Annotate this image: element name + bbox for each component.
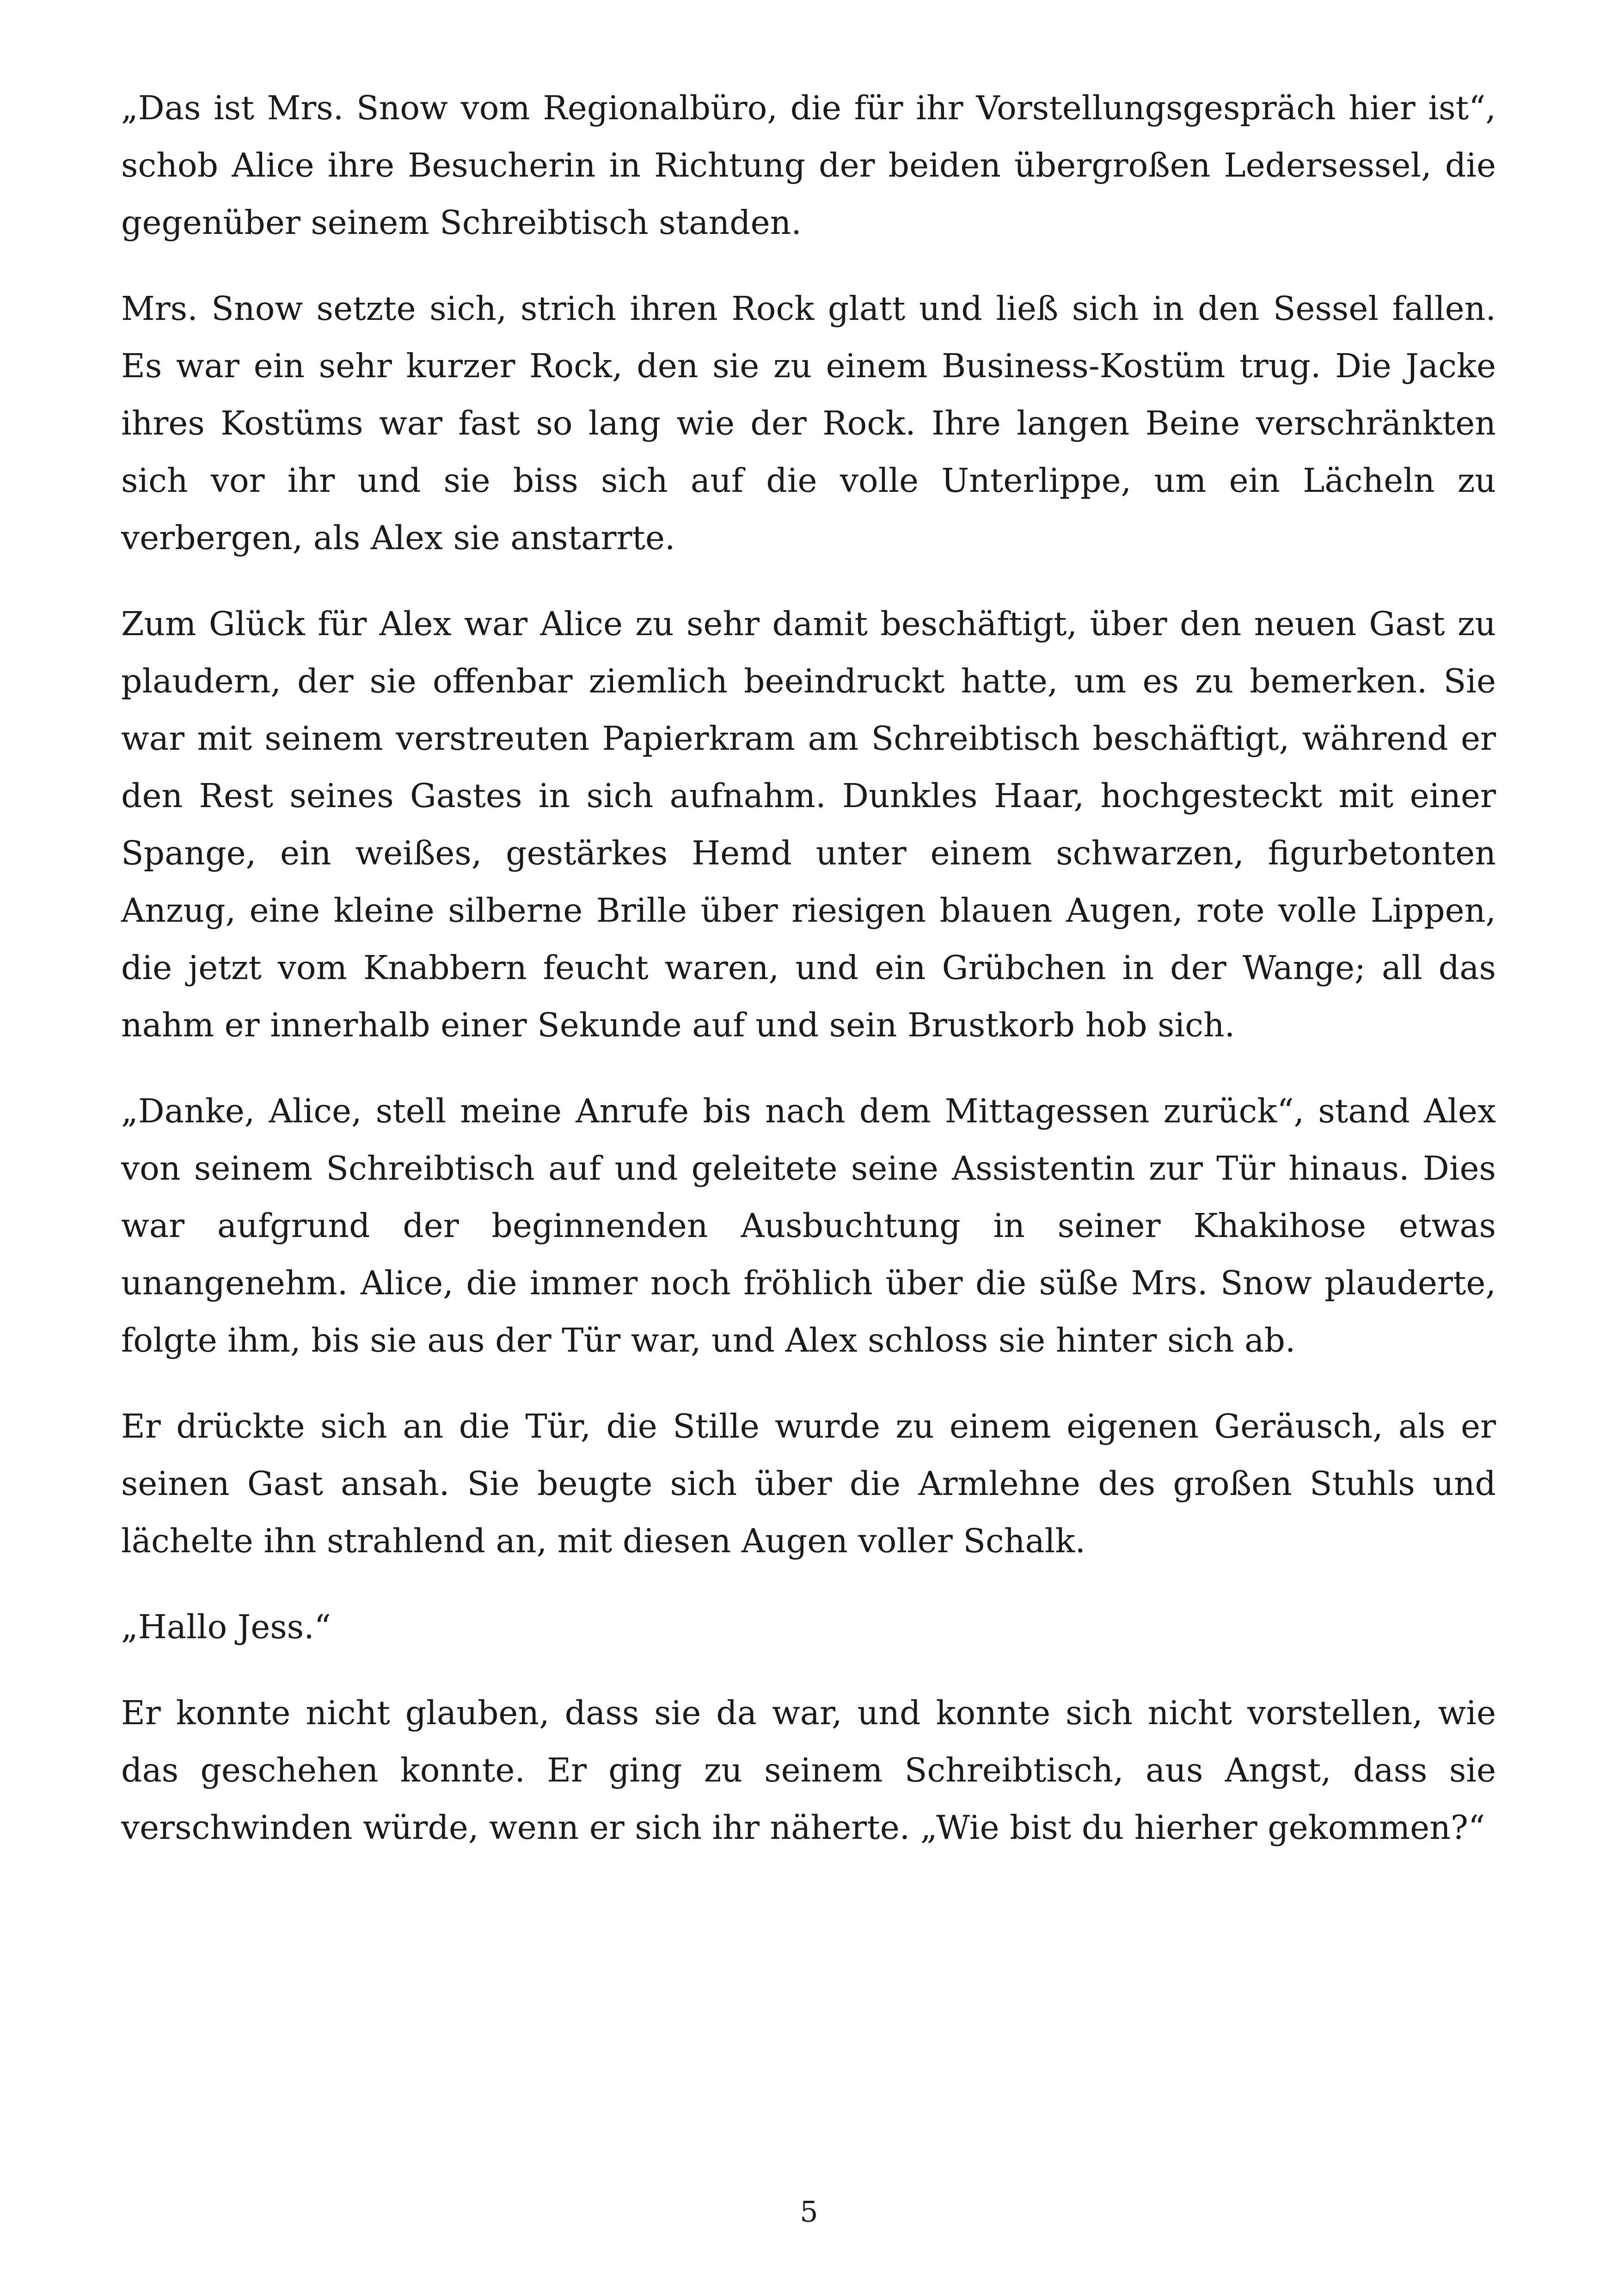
paragraph-2: Mrs. Snow setzte sich, strich ihren Rock glatt und ließ sich in den Sessel fallen. Es war ein sehr kurzer Rock, den sie zu einem Business-Kostüm trug. Die Jacke ihres Kostüms war fast so lang wie der Rock. Ihre langen Beine verschränkten sich vor ihr und sie biss sich auf die volle Unterlippe, um ein Lächeln zu verbergen, als Alex sie anstarrte. bbox=[121, 289, 1496, 557]
body-text bbox=[121, 80, 1496, 1885]
paragraph-7: Er konnte nicht glauben, dass sie da war, und konnte sich nicht vorstellen, wie das geschehen konnte. Er ging zu seinem Schreibtisch, aus Angst, dass sie verschwinden würde, wenn er sich ihr näherte. „Wie bist du hierher gekommen?“ bbox=[121, 1694, 1496, 1847]
paragraph-5: Er drückte sich an die Tür, die Stille wurde zu einem eigenen Geräusch, als er seinen Gast ansah. Sie beugte sich über die Armlehne des großen Stuhls und lächelte ihn strahlend an, mit diesen Augen voller Schalk. bbox=[121, 1407, 1496, 1560]
paragraph-1: „Das ist Mrs. Snow vom Regionalbüro, die für ihr Vorstellungsgespräch hier ist“, schob Alice ihre Besucherin in Richtung der beiden übergroßen Ledersessel, die gegenüber seinem Schreibtisch standen. bbox=[121, 89, 1496, 242]
paragraph-4: „Danke, Alice, stell meine Anrufe bis nach dem Mittagessen zurück“, stand Alex von seinem Schreibtisch auf und geleitete seine Assistentin zur Tür hinaus. Dies war aufgrund der beginnenden Ausbuchtung in seiner Khakihose etwas unangenehm. Alice, die immer noch fröhlich über die süße Mrs. Snow plauderte, folgte ihm, bis sie aus der Tür war, und Alex schloss sie hinter sich ab. bbox=[121, 1092, 1496, 1359]
paragraph-6: „Hallo Jess.“ bbox=[121, 1608, 331, 1646]
page-number: 5 bbox=[800, 2195, 818, 2229]
paragraph-3: Zum Glück für Alex war Alice zu sehr damit beschäftigt, über den neuen Gast zu plaudern, der sie offenbar ziemlich beeindruckt hatte, um es zu bemerken. Sie war mit seinem verstreuten Papierkram am Schreibtisch beschäftigt, während er den Rest seines Gastes in sich aufnahm. Dunkles Haar, hochgesteckt mit einer Spange, ein weißes, gestärkes Hemd unter einem schwarzen, figurbetonten Anzug, eine kleine silberne Brille über riesigen blauen Augen, rote volle Lippen, die jetzt vom Knabbern feucht waren, und ein Grübchen in der Wange; all das nahm er innerhalb einer Sekunde auf und sein Brustkorb hob sich. bbox=[121, 605, 1496, 1044]
